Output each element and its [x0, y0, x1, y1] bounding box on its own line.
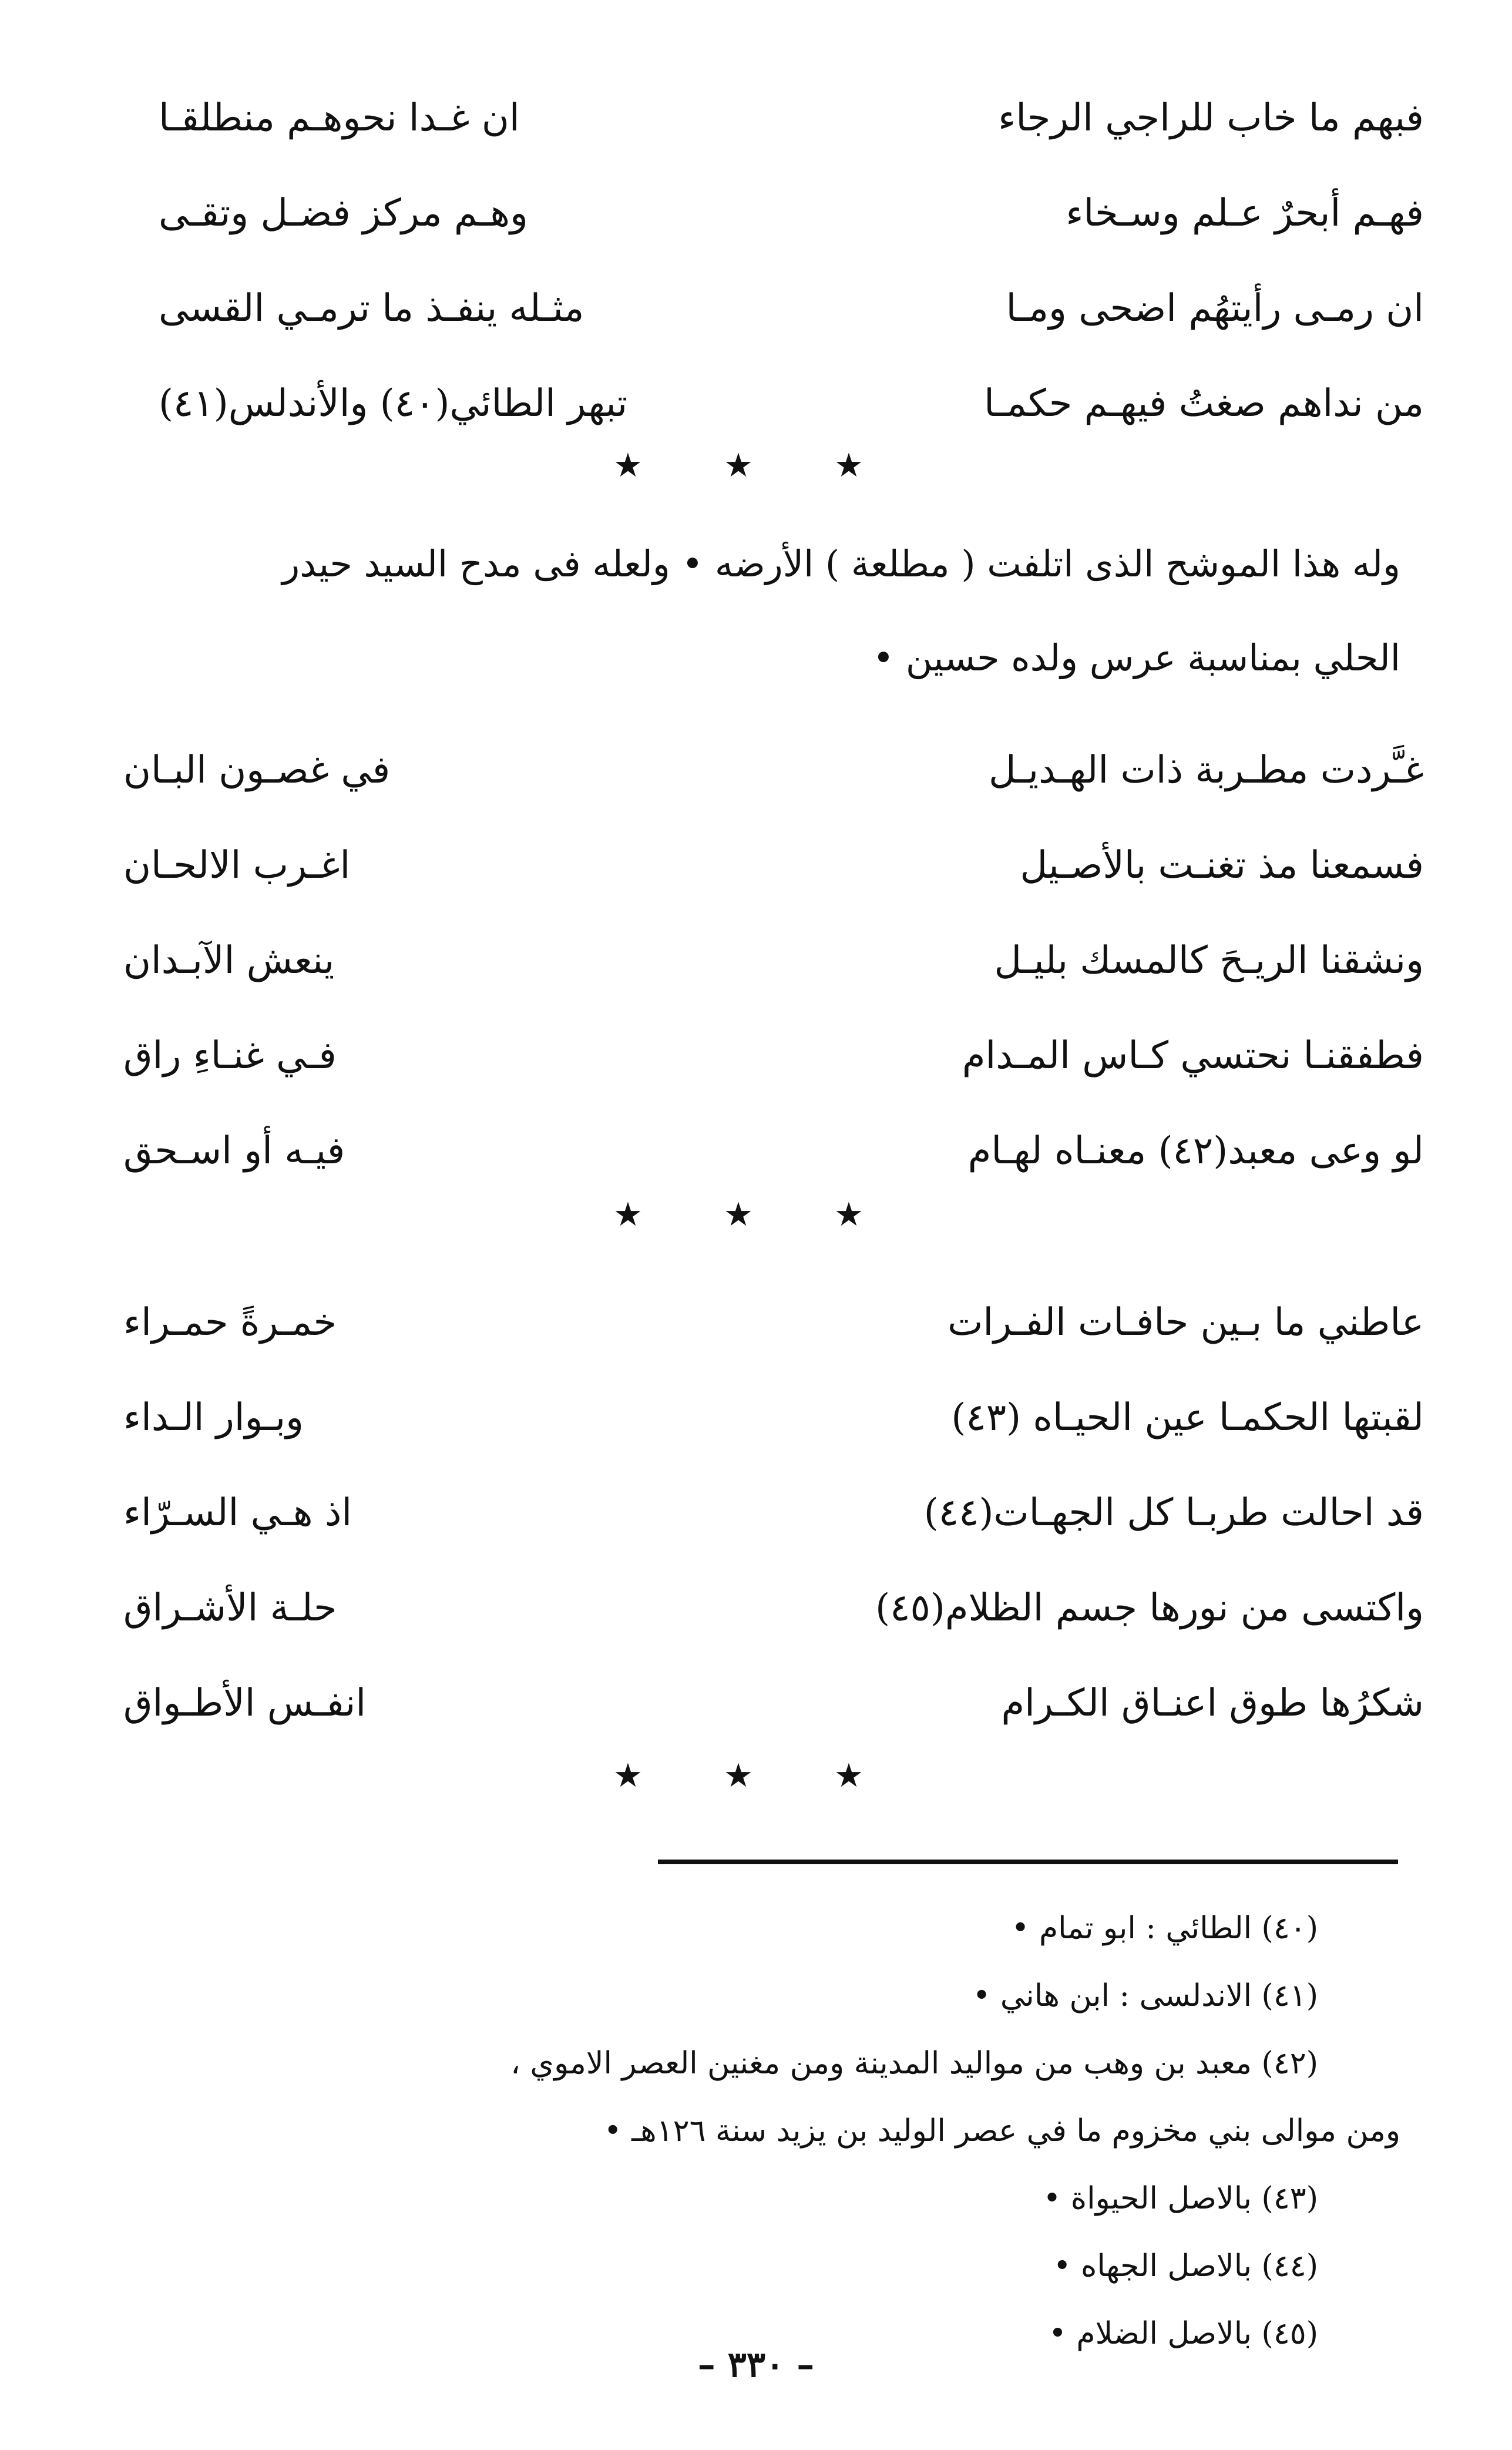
first-hemistich: فطفقنـا نحتسي كـاس المـدام: [962, 1034, 1424, 1078]
section-separator: ★ ★ ★: [613, 1757, 899, 1795]
verse-line: [88, 1465, 1424, 1560]
verse-line: [88, 1560, 1424, 1656]
page-number: – ٣٣٠ –: [697, 2344, 815, 2385]
footnotes: [112, 1895, 1400, 2368]
second-hemistich: ينعش الآبـدان: [123, 939, 335, 982]
first-hemistich: لقبتها الحكمـا عين الحيـاه (٤٣): [951, 1396, 1424, 1439]
first-hemistich: فسمعنا مذ تغنـت بالأصـيل: [1020, 844, 1424, 887]
second-hemistich: فـي غنـاءِ راق: [123, 1034, 337, 1078]
first-hemistich: قد احالت طربـا كل الجهـات(٤٤): [923, 1491, 1424, 1535]
second-hemistich: تبهر الطائي(٤٠) والأندلس(٤١): [159, 382, 628, 425]
section-separator: ★ ★ ★: [613, 1196, 899, 1234]
second-hemistich: وهـم مركز فضـل وتقـى: [159, 192, 528, 235]
second-hemistich: في غصـون البـان: [123, 749, 391, 792]
intro-paragraph: [112, 517, 1400, 705]
second-hemistich: وبـوار الـداء: [123, 1396, 304, 1439]
second-hemistich: حلـة الأشـراق: [123, 1586, 337, 1630]
first-hemistich: فبهم ما خاب للراجي الرجاء: [998, 96, 1424, 140]
second-hemistich: مثـله ينفـذ ما ترمـي القسى: [159, 287, 584, 330]
second-hemistich: ان غـدا نحوهـم منطلقـا: [159, 96, 520, 140]
footnote-divider: [658, 1860, 1398, 1864]
verse-line: [88, 71, 1424, 166]
verse-line: [88, 1656, 1424, 1751]
verse-line: [88, 1103, 1424, 1199]
first-hemistich: من نداهم صغتُ فيهـم حكمـا: [984, 382, 1424, 425]
footnote: (٤٥) بالاصل الضلام •: [1049, 2316, 1318, 2351]
first-hemistich: عاطني ما بـين حافـات الفـرات: [947, 1301, 1424, 1344]
verse-line: [88, 818, 1424, 913]
footnote: (٤١) الاندلسى : ابن هاني •: [972, 1978, 1318, 2013]
first-hemistich: ونشقنا الريـحَ كالمسك بليـل: [994, 939, 1424, 982]
footnote: (٤٢) معبد بن وهب من مواليد المدينة ومن مغنين العصر الاموي ،: [510, 2046, 1318, 2081]
second-hemistich: انفـس الأطـواق: [123, 1682, 367, 1725]
poem-block-1: [88, 71, 1424, 451]
first-hemistich: ان رمـى رأيتهُم اضحى ومـا: [1006, 287, 1424, 330]
verse-line: [88, 1370, 1424, 1465]
intro-line: وله هذا الموشح الذى اتلفت ( مطلعة ) الأرضه • ولعله فى مدح السيد حيدر: [282, 542, 1400, 585]
first-hemistich: لو وعى معبد(٤٢) معنـاه لهـام: [967, 1129, 1424, 1173]
footnote: (٤٠) الطائي : ابو تمام •: [1011, 1911, 1318, 1946]
poem-block-3: [88, 1275, 1424, 1751]
second-hemistich: اغـرب الالحـان: [123, 844, 351, 887]
first-hemistich: واكتسى من نورها جسم الظلام(٤٥): [875, 1586, 1424, 1630]
section-separator: ★ ★ ★: [613, 447, 899, 485]
second-hemistich: خمـرةً حمـراء: [123, 1301, 337, 1344]
first-hemistich: شكرُها طوق اعنـاق الكـرام: [1001, 1682, 1424, 1725]
second-hemistich: فيـه أو اسـحق: [123, 1129, 345, 1173]
first-hemistich: غـَّردت مطـربة ذات الهـديـل: [989, 749, 1424, 792]
verse-line: [88, 1275, 1424, 1370]
poem-block-2: [88, 723, 1424, 1199]
intro-line: الحلي بمناسبة عرس ولده حسين •: [872, 636, 1400, 679]
footnote: (٤٣) بالاصل الحيواة •: [1043, 2181, 1318, 2216]
first-hemistich: فهـم أبحرٌ عـلم وسـخاء: [1066, 192, 1424, 235]
verse-line: [88, 723, 1424, 818]
footnote-continuation: ومن موالى بني مخزوم ما في عصر الوليد بن يزيد سنة ١٢٦هـ •: [603, 2113, 1400, 2149]
verse-line: [88, 913, 1424, 1008]
footnote: (٤٤) بالاصل الجهاه •: [1053, 2248, 1318, 2284]
second-hemistich: اذ هـي السـرّاء: [123, 1491, 352, 1535]
verse-line: [88, 356, 1424, 451]
verse-line: [88, 1008, 1424, 1103]
verse-line: [88, 261, 1424, 356]
verse-line: [88, 166, 1424, 261]
